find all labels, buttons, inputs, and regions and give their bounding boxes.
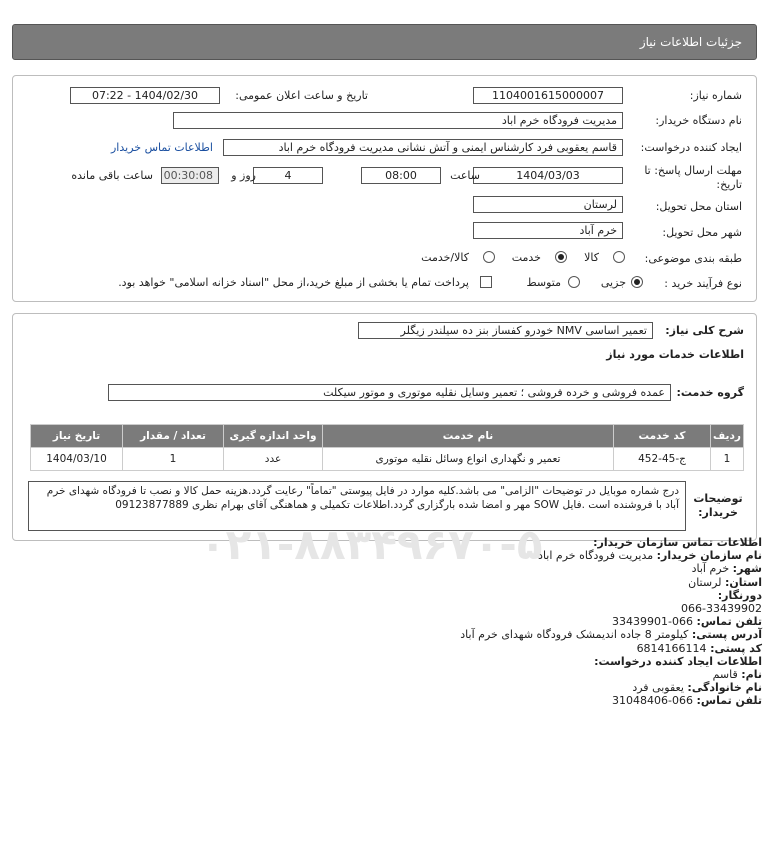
contact-fax-label: دورنگار: bbox=[717, 588, 762, 602]
need-details-panel bbox=[12, 75, 757, 302]
creator-title: اطلاعات ایجاد کننده درخواست: bbox=[594, 654, 762, 668]
process-radio-medium[interactable] bbox=[568, 276, 580, 288]
process-option-medium: متوسط bbox=[526, 276, 561, 289]
contact-phone-row bbox=[460, 615, 762, 628]
contact-fax-row bbox=[460, 589, 762, 602]
creator-family-label: نام خانوادگی: bbox=[687, 681, 762, 695]
services-title: اطلاعات خدمات مورد نیاز bbox=[606, 348, 744, 361]
contact-city-row bbox=[460, 562, 762, 575]
payment-checkbox[interactable] bbox=[480, 276, 492, 288]
requester-field: قاسم یعقوبی فرد کارشناس ایمنی و آتش نشانی مدیریت فرودگاه خرم اباد bbox=[223, 139, 623, 156]
service-group-field: عمده فروشی و خرده فروشی ؛ تعمیر وسایل نقلیه موتوری و موتور سیکلت bbox=[108, 384, 671, 401]
contact-city: خرم آباد bbox=[691, 562, 730, 576]
contact-postal-label: کد پستی: bbox=[710, 641, 762, 655]
announce-label: تاریخ و ساعت اعلان عمومی: bbox=[235, 89, 368, 102]
days-label: روز و bbox=[231, 169, 256, 182]
buyer-org-label: نام دستگاه خریدار: bbox=[655, 114, 742, 127]
creator-phone-row bbox=[460, 694, 762, 707]
cell-name: تعمیر و نگهداری انواع وسائل نقلیه موتوری bbox=[323, 448, 614, 471]
contact-postal-row bbox=[460, 642, 762, 655]
col-row: ردیف bbox=[711, 425, 744, 448]
payment-note: پرداخت تمام یا بخشی از مبلغ خرید،از محل "اسناد خزانه اسلامی" خواهد بود. bbox=[118, 276, 469, 289]
category-radio-goods[interactable] bbox=[613, 251, 625, 263]
city-label: شهر محل تحویل: bbox=[662, 226, 742, 239]
buyer-notes-field: درج شماره موبایل در توضیحات "الزامی" می باشد.کلیه موارد در فایل پیوستی "تماماً" رعایت گردد.هزینه حمل کالا و نصب تا فرودگاه شهدای خرم آباد با فروشنده است .فایل SOW مهر و امضا شده بارگزاری گردد.اطلاعات تکمیلی و هماهنگی آقای بهرام نظری 09123877889 bbox=[28, 481, 686, 531]
category-option-service: خدمت bbox=[511, 251, 541, 264]
category-radio-service[interactable] bbox=[555, 251, 567, 263]
remaining-time-field: 00:30:08 bbox=[161, 167, 219, 184]
contact-province: لرستان bbox=[688, 575, 722, 589]
contact-title: اطلاعات تماس سازمان خریدار: bbox=[593, 536, 762, 549]
service-group-label: گروه خدمت: bbox=[676, 386, 744, 399]
category-option-goods-service: کالا/خدمت bbox=[421, 251, 469, 264]
creator-name: قاسم bbox=[712, 668, 738, 682]
process-radio-partial[interactable] bbox=[631, 276, 643, 288]
buyer-org-field: مدیریت فرودگاه خرم اباد bbox=[173, 112, 623, 129]
creator-family-row bbox=[460, 681, 762, 694]
creator-family: یعقوبی فرد bbox=[632, 681, 684, 695]
contact-city-label: شهر: bbox=[732, 562, 762, 576]
contact-fax: 066-33439902 bbox=[681, 602, 762, 616]
col-name: نام خدمت bbox=[323, 425, 614, 448]
watermark: ۰۲۱-۸۸۳۴۹۶۷۰-۵ bbox=[200, 520, 543, 569]
days-field: 4 bbox=[253, 167, 323, 184]
contact-province-row bbox=[460, 576, 762, 589]
deadline-label: مهلت ارسال پاسخ: تا تاریخ: bbox=[644, 164, 742, 191]
contact-address: کیلومتر 8 جاده اندیمشک فرودگاه شهدای خرم آباد bbox=[460, 628, 689, 642]
col-qty: تعداد / مقدار bbox=[123, 425, 224, 448]
creator-name-label: نام: bbox=[741, 668, 762, 682]
page-header bbox=[12, 24, 757, 60]
creator-phone: 066-31048406 bbox=[612, 694, 694, 708]
need-number-field: 1104001615000007 bbox=[473, 87, 623, 104]
cell-date: 1404/03/10 bbox=[31, 448, 123, 471]
creator-phone-label: تلفن تماس: bbox=[696, 694, 762, 708]
cell-row: 1 bbox=[711, 448, 744, 471]
buyer-contact-link[interactable]: اطلاعات تماس خریدار bbox=[111, 141, 213, 154]
page-title: جزئیات اطلاعات نیاز bbox=[639, 35, 742, 49]
cell-qty: 1 bbox=[123, 448, 224, 471]
process-label: نوع فرآیند خرید : bbox=[664, 277, 742, 290]
announce-field: 1404/02/30 - 07:22 bbox=[70, 87, 220, 104]
table-header-row bbox=[31, 425, 744, 448]
remaining-label: ساعت باقی مانده bbox=[71, 169, 153, 182]
category-option-goods: کالا bbox=[584, 251, 599, 264]
province-label: استان محل تحویل: bbox=[655, 200, 742, 213]
contact-org: مدیریت فرودگاه خرم اباد bbox=[538, 549, 654, 563]
col-code: کد خدمت bbox=[614, 425, 711, 448]
contact-address-label: آدرس پستی: bbox=[691, 628, 762, 642]
time-label: ساعت bbox=[450, 169, 480, 182]
col-unit: واحد اندازه گیری bbox=[224, 425, 323, 448]
contact-org-row bbox=[460, 549, 762, 562]
city-field: خرم آباد bbox=[473, 222, 623, 239]
contact-org-label: نام سازمان خریدار: bbox=[656, 549, 762, 563]
category-label: طبقه بندی موضوعی: bbox=[644, 252, 742, 265]
province-field: لرستان bbox=[473, 196, 623, 213]
col-date: تاریخ نیاز bbox=[31, 425, 123, 448]
deadline-time-field: 08:00 bbox=[361, 167, 441, 184]
cell-unit: عدد bbox=[224, 448, 323, 471]
summary-field: تعمیر اساسی NMV خودرو کفساز بنز ده سیلندر زیگلر bbox=[358, 322, 653, 339]
buyer-notes-label: توضیحات خریدار: bbox=[693, 492, 743, 519]
contact-postal: 6814166114 bbox=[636, 641, 707, 655]
contact-phone-label: تلفن تماس: bbox=[696, 615, 762, 629]
contact-province-label: استان: bbox=[725, 575, 762, 589]
contact-phone: 066-33439901 bbox=[612, 615, 694, 629]
process-option-partial: جزیی bbox=[600, 276, 626, 289]
contact-address-row bbox=[460, 628, 762, 641]
buyer-contact-section bbox=[460, 536, 762, 708]
need-number-label: شماره نیاز: bbox=[689, 89, 742, 102]
requester-label: ایجاد کننده درخواست: bbox=[640, 141, 742, 154]
table-row bbox=[31, 448, 744, 471]
services-table bbox=[30, 424, 744, 471]
deadline-date-field: 1404/03/03 bbox=[473, 167, 623, 184]
category-radio-goods-service[interactable] bbox=[483, 251, 495, 263]
cell-code: ج-45-452 bbox=[614, 448, 711, 471]
summary-label: شرح کلی نیاز: bbox=[665, 324, 744, 337]
contact-fax-value-row bbox=[460, 602, 762, 615]
creator-name-row bbox=[460, 668, 762, 681]
